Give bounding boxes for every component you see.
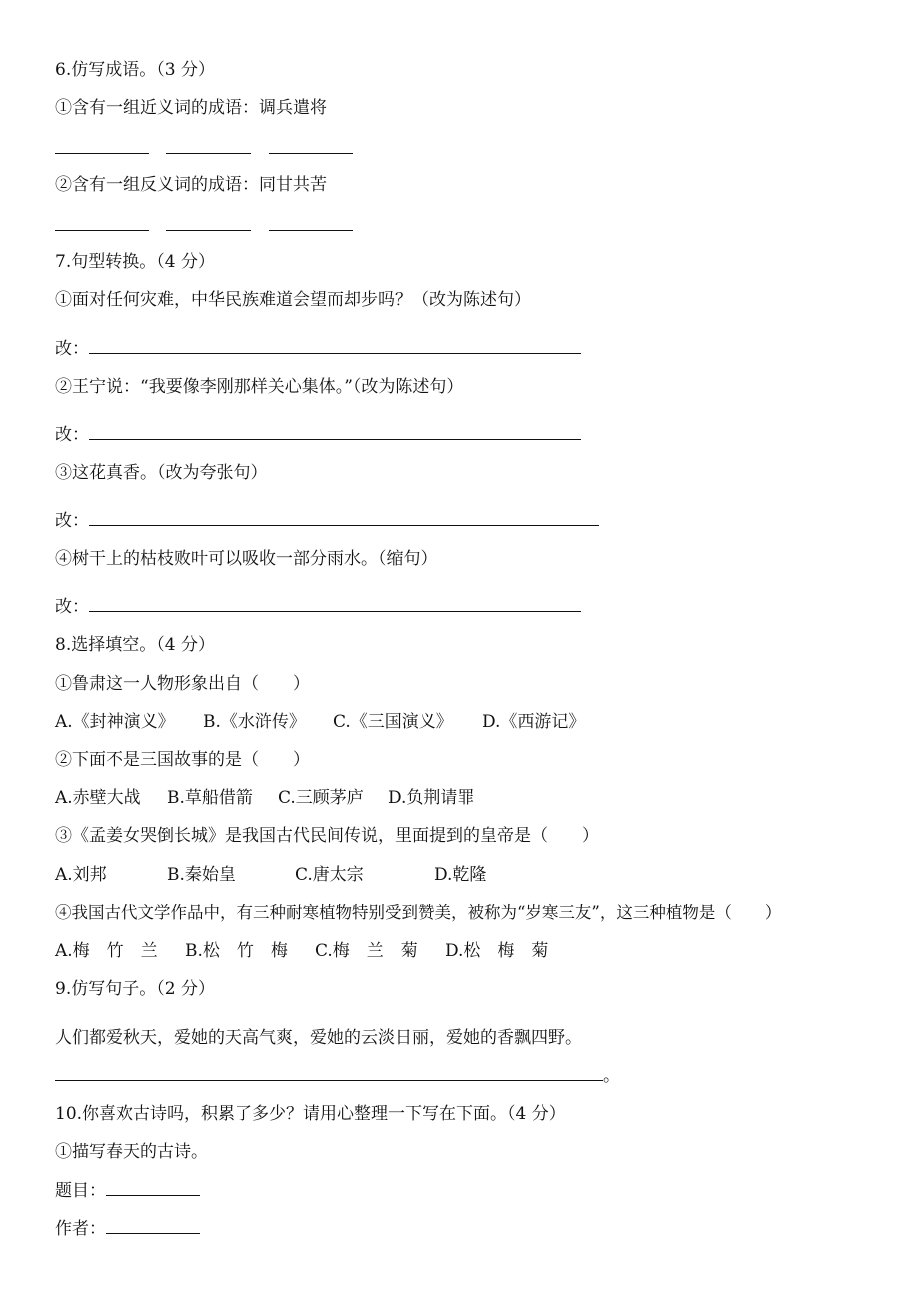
- q7-title: 7.句型转换。（4 分）: [55, 252, 215, 272]
- q7-answer-blank[interactable]: [89, 511, 599, 526]
- option[interactable]: C.三顾茅庐: [278, 788, 364, 808]
- option[interactable]: A.赤壁大战: [55, 788, 141, 808]
- q6-answer-blank[interactable]: [166, 212, 251, 231]
- q7-answer-blank[interactable]: [89, 339, 581, 354]
- q8-options-3: [55, 864, 915, 886]
- q7-answer-row-4: [55, 596, 581, 618]
- poem-title-label: 题目：: [55, 1181, 106, 1201]
- q8-title: 8.选择填空。（4 分）: [55, 635, 215, 655]
- q8-options-4: [55, 940, 915, 962]
- q7-answer-row-3: [55, 510, 599, 532]
- q7-answer-blank[interactable]: [89, 425, 581, 440]
- q9-title: 9.仿写句子。（2 分）: [55, 979, 215, 999]
- q8-question-4: ④我国古代文学作品中，有三种耐寒植物特别受到赞美，被称为“岁寒三友”，这三种植物是（ ）: [55, 903, 782, 922]
- option[interactable]: D.松 梅 菊: [445, 941, 549, 961]
- answer-label: 改：: [55, 597, 89, 617]
- answer-label: 改：: [55, 339, 89, 359]
- q6-title: 6.仿写成语。（3 分）: [55, 60, 215, 80]
- q6-answer-blank[interactable]: [269, 135, 353, 154]
- q6-item-2: ②含有一组反义词的成语：同甘共苦: [55, 175, 327, 195]
- option[interactable]: A.刘邦: [55, 865, 107, 885]
- q10-title-row: [55, 1180, 200, 1202]
- q7-answer-row-1: [55, 338, 581, 360]
- option[interactable]: D.《西游记》: [482, 712, 586, 732]
- answer-label: 改：: [55, 511, 89, 531]
- option[interactable]: A.《封神演义》: [55, 712, 175, 732]
- option[interactable]: C.唐太宗: [295, 865, 364, 885]
- answer-label: 改：: [55, 425, 89, 445]
- option[interactable]: C.《三国演义》: [333, 712, 453, 732]
- option[interactable]: B.松 竹 梅: [185, 941, 288, 961]
- q9-sentence: 人们都爱秋天，爱她的天高气爽，爱她的云淡日丽，爱她的香飘四野。: [55, 1028, 582, 1048]
- q9-answer-blank[interactable]: [55, 1066, 603, 1081]
- q7-item-4: ④树干上的枯枝败叶可以吸收一部分雨水。（缩句）: [55, 549, 438, 569]
- q8-question-2: ②下面不是三国故事的是（ ）: [55, 750, 310, 770]
- option[interactable]: D.乾隆: [434, 865, 487, 885]
- q8-options-2: [55, 787, 915, 809]
- option[interactable]: B.秦始皇: [167, 865, 236, 885]
- q10-author-row: [55, 1218, 200, 1240]
- q8-question-1: ①鲁肃这一人物形象出自（ ）: [55, 674, 310, 694]
- q7-answer-row-2: [55, 424, 581, 446]
- q8-question-3: ③《孟姜女哭倒长城》是我国古代民间传说，里面提到的皇帝是（ ）: [55, 826, 599, 846]
- q7-item-1: ①面对任何灾难，中华民族难道会望而却步吗？（改为陈述句）: [55, 290, 531, 310]
- option[interactable]: C.梅 兰 菊: [315, 941, 418, 961]
- option[interactable]: A.梅 竹 兰: [55, 941, 158, 961]
- q10-item-1: ①描写春天的古诗。: [55, 1142, 208, 1162]
- q7-item-2: ②王宁说：“我要像李刚那样关心集体。”（改为陈述句）: [55, 377, 464, 397]
- q6-item-1: ①含有一组近义词的成语：调兵遣将: [55, 98, 327, 118]
- q6-answer-blank[interactable]: [166, 135, 251, 154]
- q10-title: 10.你喜欢古诗吗，积累了多少？请用心整理一下写在下面。（4 分）: [55, 1104, 566, 1124]
- q6-answer-blank[interactable]: [55, 135, 149, 154]
- q6-answer-blank[interactable]: [269, 212, 353, 231]
- poem-title-blank[interactable]: [106, 1181, 200, 1196]
- poem-author-blank[interactable]: [106, 1219, 200, 1234]
- q7-answer-blank[interactable]: [89, 597, 581, 612]
- option[interactable]: B.《水浒传》: [203, 712, 306, 732]
- q8-options-1: [55, 711, 915, 733]
- end-mark: 。: [603, 1066, 620, 1086]
- poem-author-label: 作者：: [55, 1219, 106, 1239]
- q6-answer-blank[interactable]: [55, 212, 149, 231]
- q7-item-3: ③这花真香。（改为夸张句）: [55, 463, 268, 483]
- option[interactable]: B.草船借箭: [167, 788, 253, 808]
- q9-answer-row: [55, 1065, 620, 1087]
- option[interactable]: D.负荆请罪: [388, 788, 475, 808]
